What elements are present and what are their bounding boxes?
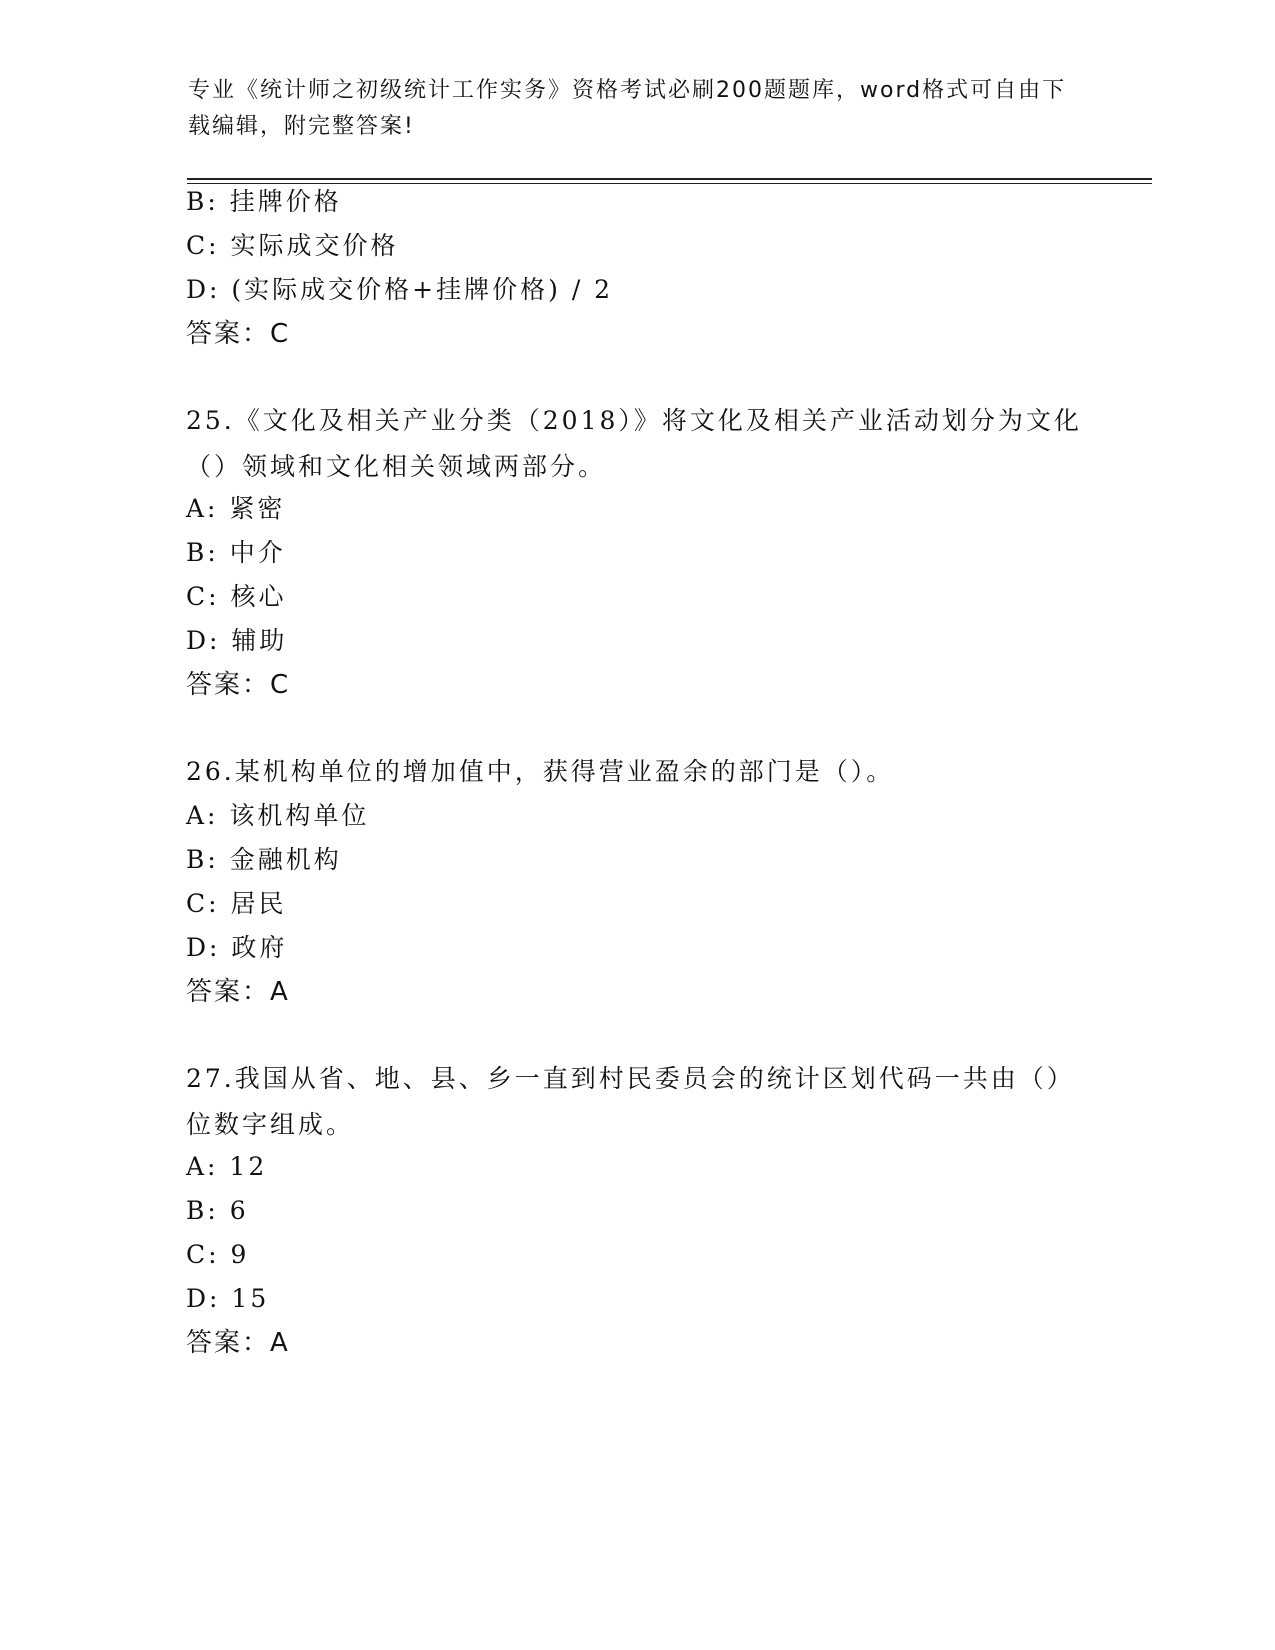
answer-line: 答案：A [186,977,290,1007]
option-d: D: 辅助 [186,626,288,655]
option-c: C: 居民 [186,889,287,918]
option-b: B: 6 [186,1196,249,1225]
option-b: B: 金融机构 [186,845,342,874]
question-stem: 26.某机构单位的增加值中，获得营业盈余的部门是（）。 [186,757,895,786]
answer-line: 答案：C [186,670,291,700]
option-a: A: 紧密 [186,494,286,523]
page-header: 专业《统计师之初级统计工作实务》资格考试必刷200题题库，word格式可自由下载编辑，附完整答案! [188,78,1067,139]
option-a: A: 12 [186,1152,268,1181]
answer-line: 答案：A [186,1328,290,1358]
option-d: D: 政府 [186,933,288,962]
option-c: C: 实际成交价格 [186,231,399,260]
option-b: B: 挂牌价格 [186,187,342,216]
option-a: A: 该机构单位 [186,801,370,830]
option-d: D: 15 [186,1284,270,1313]
option-c: C: 9 [186,1240,250,1269]
question-stem: 27.我国从省、地、县、乡一直到村民委员会的统计区划代码一共由（）位数字组成。 [186,1064,1075,1139]
answer-line: 答案：C [186,319,291,349]
option-b: B: 中介 [186,538,286,567]
option-c: C: 核心 [186,582,287,611]
option-d: D: (实际成交价格+挂牌价格) / 2 [186,275,614,304]
question-stem: 25.《文化及相关产业分类（2018）》将文化及相关产业活动划分为文化（）领域和文化相关领域两部分。 [186,406,1082,481]
